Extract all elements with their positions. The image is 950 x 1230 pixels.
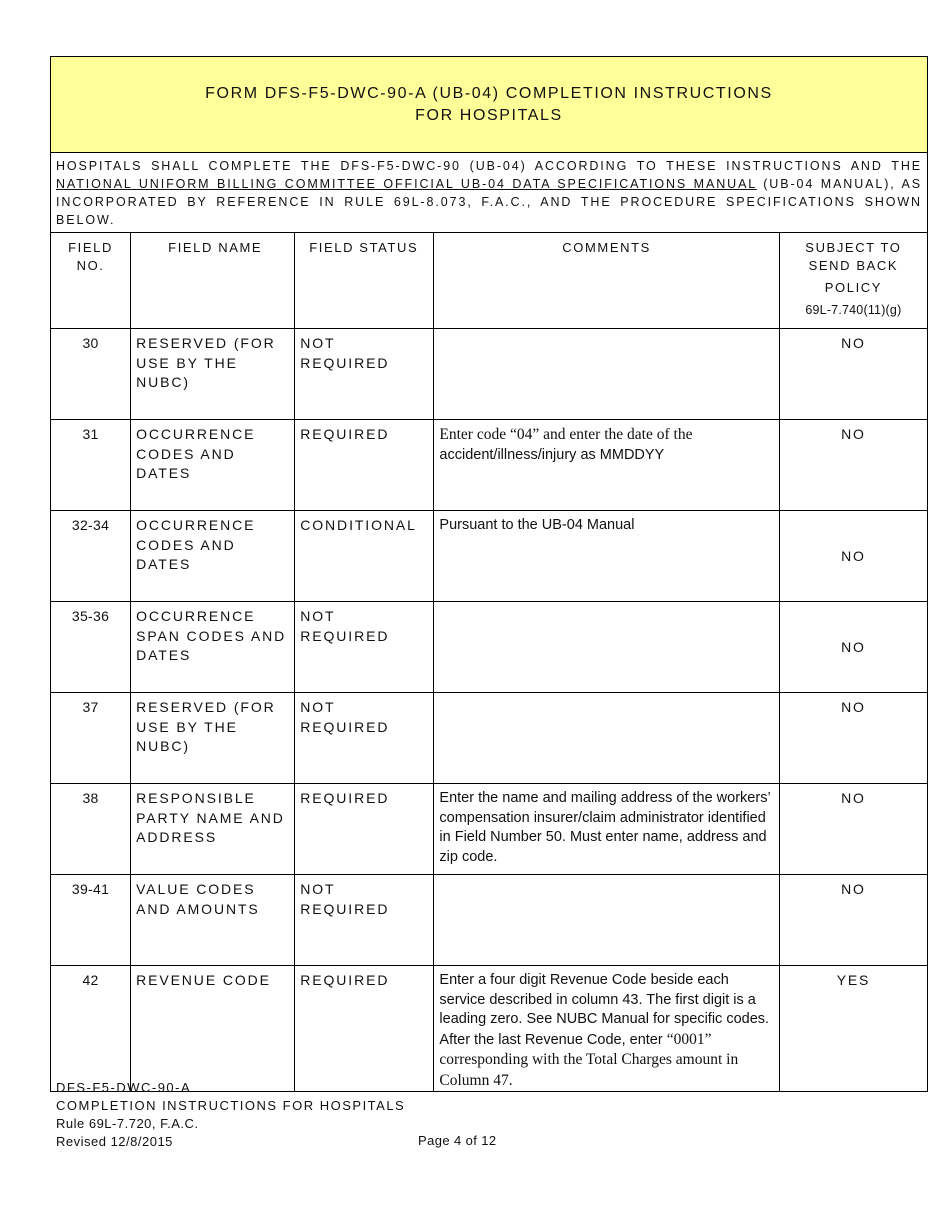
table-row [51,693,928,784]
field-no: 37 [51,693,131,784]
field-no: 39-41 [51,875,131,966]
form-title [51,57,928,153]
field-name: OCCURRENCE CODES AND DATES [131,420,295,511]
field-no: 42 [51,966,131,1092]
field-status: NOT REQUIRED [295,602,434,693]
header-comments: COMMENTS [434,233,779,329]
field-comment [434,693,779,784]
field-comment [434,329,779,420]
field-status: REQUIRED [295,966,434,1092]
header-field-name: FIELD NAME [131,233,295,329]
send-back-value: NO [779,693,927,784]
form-title-line-1: FORM DFS-F5-DWC-90-A (UB-04) COMPLETION INSTRUCTIONS [205,84,773,102]
field-comment [434,602,779,693]
field-status: NOT REQUIRED [295,693,434,784]
field-name: OCCURRENCE SPAN CODES AND DATES [131,602,295,693]
field-status: NOT REQUIRED [295,875,434,966]
footer-doc-title: COMPLETION INSTRUCTIONS FOR HOSPITALS [56,1098,406,1113]
field-status: NOT REQUIRED [295,329,434,420]
field-comment: Enter code “04” and enter the date of the accident/illness/injury as MMDDYY [434,420,779,511]
field-status: REQUIRED [295,420,434,511]
field-name: REVENUE CODE [131,966,295,1092]
send-back-value: NO [779,329,927,420]
field-no: 32-34 [51,511,131,602]
field-comment: Enter the name and mailing address of the workers’ compensation insurer/claim administrator identified in Field Number 50. Must enter name, address and zip code. [434,784,779,875]
intro-paragraph [51,153,928,233]
send-back-value: NO [779,784,927,875]
page-footer [56,1079,405,1151]
send-back-value: NO [779,420,927,511]
field-name: VALUE CODES AND AMOUNTS [131,875,295,966]
header-field-no: FIELD NO. [51,233,131,329]
table-row [51,875,928,966]
footer-rule: Rule 69L-7.720, F.A.C. [56,1116,199,1131]
intro-text-1: HOSPITALS SHALL COMPLETE THE DFS-F5-DWC-90 (UB-04) ACCORDING TO THESE INSTRUCTIONS AND THE [56,159,922,173]
field-name: RESPONSIBLE PARTY NAME AND ADDRESS [131,784,295,875]
field-comment: Enter a four digit Revenue Code beside each service described in column 43. The first digit is a leading zero. See NUBC Manual for specific codes. After the last Revenue Code, enter “0001” corresponding with the Total Charges amount in Column 47. [434,966,779,1092]
field-comment: Pursuant to the UB-04 Manual [434,511,779,602]
field-name: OCCURRENCE CODES AND DATES [131,511,295,602]
field-comment [434,875,779,966]
form-page [50,56,928,1092]
header-field-status: FIELD STATUS [295,233,434,329]
intro-manual-title: NATIONAL UNIFORM BILLING COMMITTEE OFFICIAL UB-04 DATA SPECIFICATIONS MANUAL [56,177,757,191]
header-send-back-policy: SUBJECT TO SEND BACK POLICY 69L-7.740(11)(g) [779,233,927,329]
field-name: RESERVED (FOR USE BY THE NUBC) [131,329,295,420]
table-row [51,966,928,1092]
send-back-value: NO [779,875,927,966]
intro-text-2: (UB-04 MANUAL), AS INCORPORATED BY REFERENCE IN RULE 69L-8.073, F.A.C., AND THE PROCEDURE SPECIFICATIONS SHOWN BELOW. [56,177,922,227]
send-back-value: NO [779,511,927,602]
table-row [51,420,928,511]
table-row [51,602,928,693]
send-back-value: NO [779,602,927,693]
form-title-line-2: FOR HOSPITALS [415,106,563,124]
table-row [51,329,928,420]
footer-form-id: DFS-F5-DWC-90-A [56,1080,192,1095]
field-name: RESERVED (FOR USE BY THE NUBC) [131,693,295,784]
footer-revised: Revised 12/8/2015 [56,1134,173,1149]
field-no: 30 [51,329,131,420]
table-header-row [51,233,928,329]
instructions-table [50,56,928,1092]
table-row [51,511,928,602]
field-no: 38 [51,784,131,875]
field-no: 31 [51,420,131,511]
page-number: Page 4 of 12 [418,1133,497,1148]
field-no: 35-36 [51,602,131,693]
table-row [51,784,928,875]
send-back-value: YES [779,966,927,1092]
field-status: REQUIRED [295,784,434,875]
field-status: CONDITIONAL [295,511,434,602]
